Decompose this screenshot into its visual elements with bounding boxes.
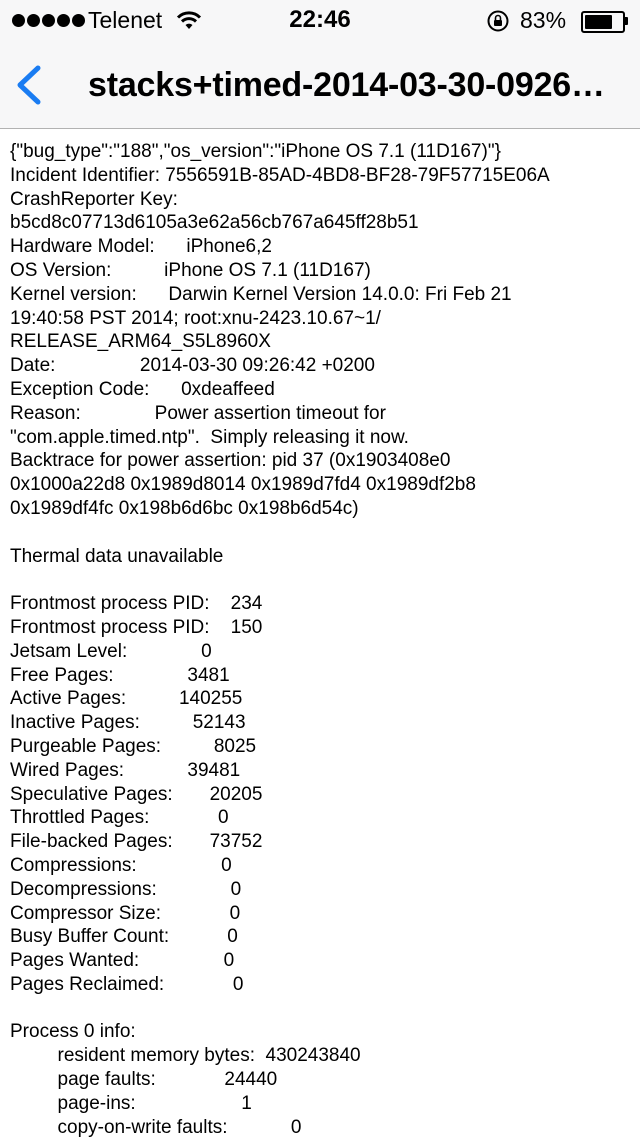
log-line: Compressor Size: 0 bbox=[10, 902, 241, 924]
log-line: {"bug_type":"188","os_version":"iPhone OS 7.1 (11D167)"} bbox=[10, 141, 501, 162]
log-line: Reason: Power assertion timeout for bbox=[10, 402, 386, 424]
log-line: RELEASE_ARM64_S5L8960X bbox=[10, 331, 271, 353]
log-line: Inactive Pages: 52143 bbox=[10, 712, 246, 734]
page-title: stacks+timed-2014-03-30-0926… bbox=[88, 66, 605, 104]
navigation-bar bbox=[0, 0, 640, 129]
back-button[interactable] bbox=[10, 60, 54, 110]
battery-tip bbox=[625, 17, 628, 25]
crash-log-text bbox=[10, 140, 635, 1139]
battery-icon bbox=[581, 11, 625, 33]
log-line: Frontmost process PID: 150 bbox=[10, 616, 263, 638]
log-line: Frontmost process PID: 234 bbox=[10, 593, 263, 615]
rotation-lock-icon bbox=[486, 9, 510, 33]
log-line: OS Version: iPhone OS 7.1 (11D167) bbox=[10, 259, 371, 281]
battery-level-fill bbox=[585, 15, 612, 29]
clock-time: 22:46 bbox=[289, 6, 351, 33]
log-line: resident memory bytes: 430243840 bbox=[10, 1045, 361, 1067]
log-line: Pages Reclaimed: 0 bbox=[10, 973, 244, 995]
log-line: page-ins: 1 bbox=[10, 1092, 252, 1114]
log-line: page faults: 24440 bbox=[10, 1069, 278, 1091]
log-line: Purgeable Pages: 8025 bbox=[10, 735, 257, 757]
log-line bbox=[10, 521, 635, 545]
log-line: Hardware Model: iPhone6,2 bbox=[10, 236, 272, 258]
log-line: Jetsam Level: 0 bbox=[10, 640, 212, 662]
log-line: Thermal data unavailable bbox=[10, 545, 224, 567]
log-line: 19:40:58 PST 2014; root:xnu-2423.10.67~1/ bbox=[10, 307, 381, 329]
log-line: Kernel version: Darwin Kernel Version 14.0.0: Fri Feb 21 bbox=[10, 283, 512, 305]
log-line: Pages Wanted: 0 bbox=[10, 950, 235, 972]
log-line: Active Pages: 140255 bbox=[10, 688, 243, 710]
log-line: Backtrace for power assertion: pid 37 (0x1903408e0 bbox=[10, 450, 451, 472]
log-line: Busy Buffer Count: 0 bbox=[10, 926, 238, 948]
log-line: Wired Pages: 39481 bbox=[10, 759, 241, 781]
log-line: File-backed Pages: 73752 bbox=[10, 831, 263, 853]
log-line: Date: 2014-03-30 09:26:42 +0200 bbox=[10, 355, 375, 377]
status-bar bbox=[0, 0, 640, 40]
carrier-label: Telenet bbox=[88, 7, 163, 33]
log-line: b5cd8c07713d6105a3e62a56cb767a645ff28b51 bbox=[10, 212, 419, 234]
log-line: CrashReporter Key: bbox=[10, 188, 178, 210]
log-line: Incident Identifier: 7556591B-85AD-4BD8-BF28-79F57715E06A bbox=[10, 164, 550, 186]
log-line: Compressions: 0 bbox=[10, 854, 232, 876]
log-line: 0x1000a22d8 0x1989d8014 0x1989d7fd4 0x1989df2b8 bbox=[10, 474, 476, 496]
log-line: copy-on-write faults: 0 bbox=[10, 1116, 302, 1138]
battery-percentage: 83% bbox=[520, 7, 567, 33]
log-line: Throttled Pages: 0 bbox=[10, 807, 229, 829]
log-line bbox=[10, 997, 635, 1021]
log-line: 0x1989df4fc 0x198b6d6bc 0x198b6d54c) bbox=[10, 497, 359, 519]
log-line: Free Pages: 3481 bbox=[10, 664, 230, 686]
log-line: Speculative Pages: 20205 bbox=[10, 783, 263, 805]
log-line: Process 0 info: bbox=[10, 1021, 136, 1043]
log-line: Exception Code: 0xdeaffeed bbox=[10, 378, 275, 400]
chevron-left-icon bbox=[10, 60, 54, 110]
log-line: "com.apple.timed.ntp". Simply releasing it now. bbox=[10, 426, 409, 448]
log-line: Decompressions: 0 bbox=[10, 878, 242, 900]
log-line bbox=[10, 568, 635, 592]
